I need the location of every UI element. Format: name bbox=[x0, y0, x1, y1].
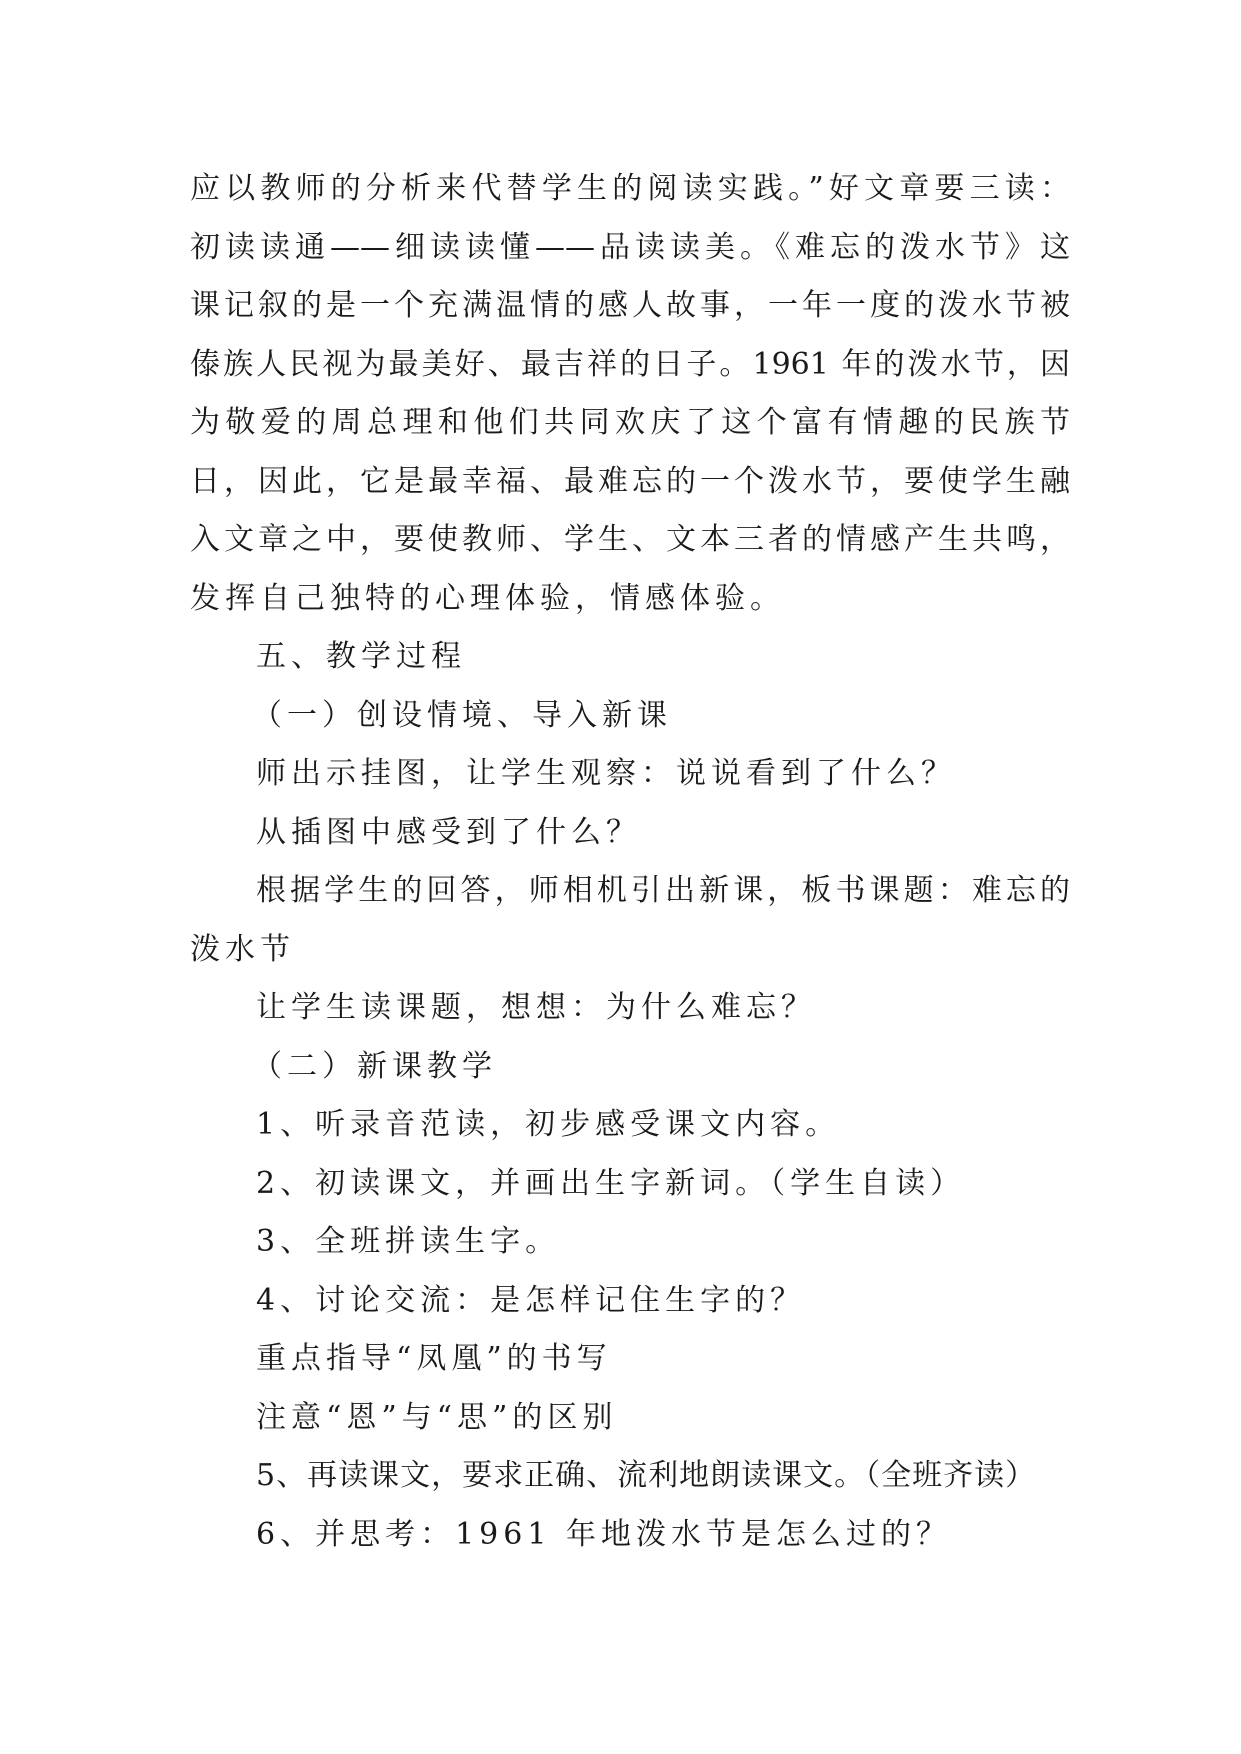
paragraph-line: 从插图中感受到了什么？ bbox=[256, 814, 641, 850]
list-item: 2、初读课文，并画出生字新词。（学生自读） bbox=[256, 1165, 966, 1201]
list-item: 6、并思考：1961 年地泼水节是怎么过的？ bbox=[256, 1516, 951, 1552]
paragraph-line: 发挥自己独特的心理体验，情感体验。 bbox=[190, 580, 785, 616]
list-item: 3、全班拼读生字。 bbox=[256, 1224, 561, 1259]
list-item: 4、讨论交流：是怎样记住生字的？ bbox=[256, 1282, 806, 1318]
paragraph-line: 应以教师的分析来代替学生的阅读实践。”好文章要三读： bbox=[190, 171, 1070, 206]
paragraph-line: 日，因此，它是最幸福、最难忘的一个泼水节，要使学生融 bbox=[190, 463, 1070, 499]
list-item: 5、再读课文，要求正确、流利地朗读课文。（全班齐读） bbox=[256, 1458, 1037, 1493]
paragraph-line: 课记叙的是一个充满温情的感人故事，一年一度的泼水节被 bbox=[190, 288, 1070, 323]
paragraph-line: 泼水节 bbox=[190, 931, 295, 967]
paragraph-line: 重点指导“凤凰”的书写 bbox=[256, 1341, 612, 1376]
paragraph-line: 初读读通——细读读懂——品读读美。《难忘的泼水节》这 bbox=[190, 229, 1070, 265]
paragraph-line: 入文章之中，要使教师、学生、文本三者的情感产生共鸣， bbox=[190, 522, 1070, 557]
section-heading: 五、教学过程 bbox=[256, 639, 466, 674]
subsection-heading: （一）创设情境、导入新课 bbox=[252, 697, 672, 733]
document-body bbox=[190, 160, 1070, 1564]
subsection-heading: （二）新课教学 bbox=[252, 1048, 497, 1084]
paragraph-line: 注意“恩”与“思”的区别 bbox=[256, 1399, 618, 1435]
list-item: 1、听录音范读，初步感受课文内容。 bbox=[256, 1107, 841, 1142]
paragraph-line: 师出示挂图，让学生观察：说说看到了什么？ bbox=[256, 756, 956, 791]
paragraph-line: 根据学生的回答，师相机引出新课，板书课题：难忘的 bbox=[256, 873, 1070, 908]
paragraph-line: 为敬爱的周总理和他们共同欢庆了这个富有情趣的民族节 bbox=[190, 405, 1070, 440]
paragraph-line: 傣族人民视为最美好、最吉祥的日子。1961 年的泼水节，因 bbox=[190, 346, 1070, 382]
paragraph-line: 让学生读课题，想想：为什么难忘？ bbox=[256, 990, 816, 1025]
